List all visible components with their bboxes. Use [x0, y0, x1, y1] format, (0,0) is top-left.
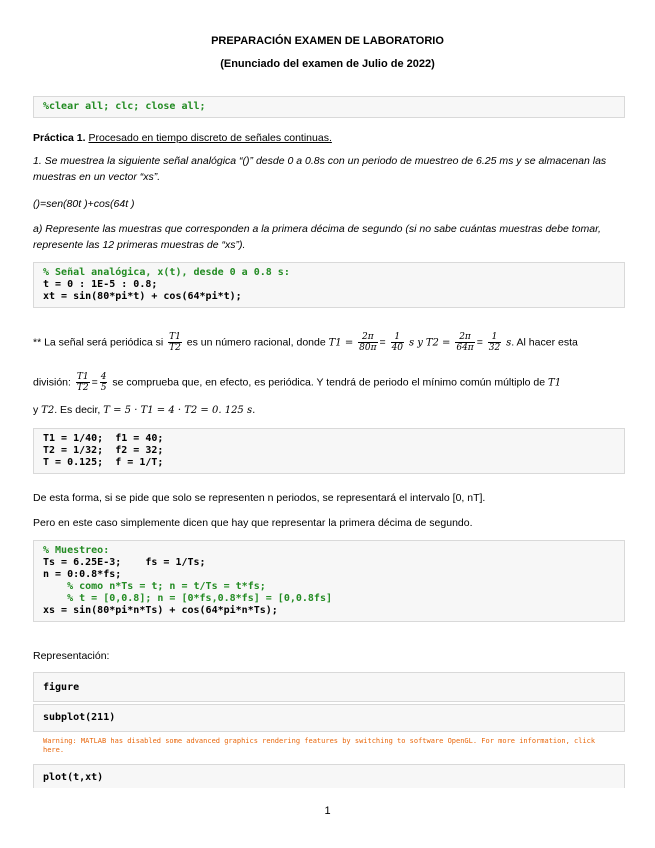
code-line: xt = sin(80*pi*t) + cos(64*pi*t); [43, 291, 242, 302]
math: T2 = [425, 337, 451, 349]
frac-den: 5 [100, 383, 107, 393]
math: s y [408, 337, 423, 349]
code-line: xs = sin(80*pi*n*Ts) + cos(64*pi*n*Ts); [43, 605, 278, 616]
fraction [488, 332, 501, 353]
math: T1 [548, 377, 562, 389]
code-line: T1 = 1/40; f1 = 40; [43, 433, 164, 444]
practice-label: Práctica 1. [33, 132, 86, 144]
frac-num: 2π [455, 332, 474, 343]
page-title: PREPARACIÓN EXAMEN DE LABORATORIO [211, 35, 444, 47]
signal-formula: ()=sen(80t )+cos(64t ) [33, 198, 135, 210]
periodicity-line-3 [33, 402, 633, 419]
text: se comprueba que, en efecto, es periódica. Y tendrá de periodo el mínimo común múltiplo de [112, 376, 546, 389]
math: T2 [41, 405, 55, 416]
code-block-signal [33, 262, 625, 308]
code-line: %clear all; clc; close all; [43, 101, 206, 112]
fraction-t1-t2 [168, 332, 182, 353]
question-a: a) Represente las muestras que corresponden a la primera décima de segundo (si no sabe cuántas muestras debe tomar, represente las 12 primeras muestras de “xs”). [33, 223, 601, 251]
code-line: t = 0 : 1E-5 : 0.8; [43, 279, 158, 290]
frac-den: T2 [76, 383, 89, 393]
fraction [455, 332, 474, 353]
text: división: [33, 376, 71, 389]
code-block-subplot [33, 704, 625, 732]
frac-num: T1 [169, 332, 181, 342]
code-comment: % Muestreo: [43, 545, 110, 556]
code-comment: % Señal analógica, x(t), desde 0 a 0.8 s: [43, 267, 290, 278]
code-line: T = 0.125; f = 1/T; [43, 457, 164, 468]
code-line: figure [43, 682, 80, 693]
frac-num: 1 [488, 332, 501, 343]
text: es un número racional, donde [186, 336, 326, 349]
page-number: 1 [324, 805, 331, 817]
code-line: n = 0:0.8*fs; [43, 569, 122, 580]
periodicity-line-2 [33, 372, 633, 393]
code-line: Ts = 6.25E-3; fs = 1/Ts; [43, 557, 206, 568]
practice-name: Procesado en tiempo discreto de señales continuas. [88, 132, 332, 144]
math: s [506, 337, 512, 349]
text: = [91, 376, 98, 389]
representation-label: Representación: [33, 650, 110, 662]
practice-heading [33, 130, 633, 146]
code-line: T2 = 1/32; f2 = 32; [43, 445, 164, 456]
fraction [358, 332, 377, 353]
text: . Es decir, [54, 404, 101, 416]
frac-num: T1 [76, 372, 89, 382]
code-block-sampling [33, 540, 625, 622]
periodicity-line-1: ** La señal será periódica si $\frac{T1}{T2}$ es un número racional, donde T1 = $\frac{2\pi}{80\pi}$ = $\frac{1}{40}$ s y T2 = $\frac{2\pi}{64\pi}$ = $\frac{1}{32}$ s. Al hacer esta [33, 332, 578, 353]
code-block-plot [33, 764, 625, 788]
code-line: subplot(211) [43, 712, 116, 723]
math: T = 5 · T1 = 4 · T2 = 0. 125 s. [103, 405, 256, 416]
paragraph-2: Pero en este caso simplemente dicen que hay que representar la primera décima de segundo. [33, 517, 473, 529]
paragraph-1: De esta forma, si se pide que solo se representen n periodos, se representará el intervalo [0, nT]. [33, 492, 486, 504]
frac-den: 32 [488, 343, 501, 353]
text: y [33, 404, 39, 416]
frac-den: 80π [359, 343, 377, 353]
code-block-clear [33, 96, 625, 118]
fraction [76, 372, 90, 393]
question-1: 1. Se muestrea la siguiente señal analógica “()” desde 0 a 0.8s con un periodo de muestreo de 6.25 ms y se almacenan las muestras en un vector “xs”. [33, 155, 607, 183]
code-block-figure [33, 672, 625, 702]
code-block-periods [33, 428, 625, 474]
frac-den: 64π [456, 343, 474, 353]
code-comment: % como n*Ts = t; n = t/Ts = t*fs; [43, 581, 266, 592]
frac-den: 40 [391, 343, 404, 353]
page-subtitle: (Enunciado del examen de Julio de 2022) [220, 58, 435, 70]
text: ** La señal será periódica si [33, 336, 164, 349]
fraction [391, 332, 404, 353]
fraction [100, 372, 108, 393]
code-comment: % t = [0,0.8]; n = [0*fs,0.8*fs] = [0,0.8fs] [43, 593, 332, 604]
frac-num: 1 [391, 332, 404, 343]
math: T1 = [328, 337, 354, 349]
text: . Al hacer esta [511, 336, 578, 349]
code-line: plot(t,xt) [43, 772, 104, 783]
frac-num: 4 [100, 372, 107, 382]
frac-num: 2π [358, 332, 377, 343]
frac-den: T2 [169, 343, 181, 353]
matlab-warning: Warning: MATLAB has disabled some advanced graphics rendering features by switching to software OpenGL. For more information, click here. [43, 737, 596, 754]
